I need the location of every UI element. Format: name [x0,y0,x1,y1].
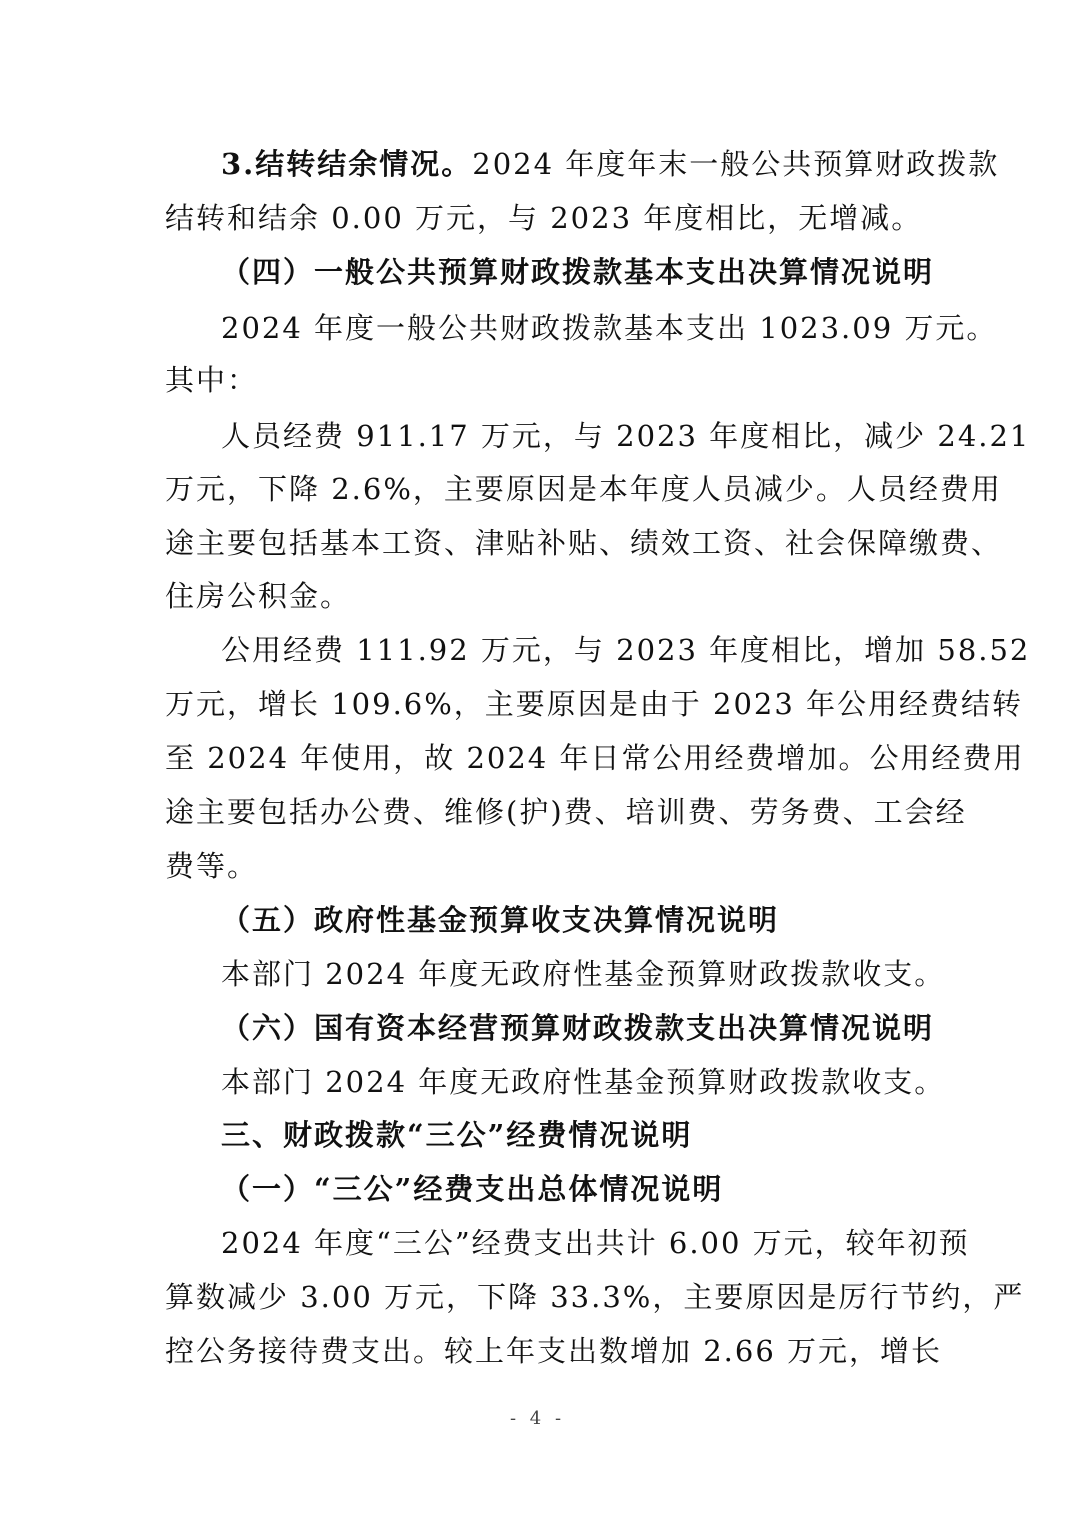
paragraph-government-fund: 本部门 2024 年度无政府性基金预算财政拨款收支。 [221,957,946,991]
section-heading-1: （一）“三公”经费支出总体情况说明 [221,1172,724,1206]
paragraph-personnel-line-1: 人员经费 911.17 万元，与 2023 年度相比，减少 24.21 [221,419,1031,453]
section-heading-4: （四）一般公共预算财政拨款基本支出决算情况说明 [221,255,935,289]
paragraph-three-public-line-3: 控公务接待费支出。较上年支出数增加 2.66 万元，增长 [165,1334,943,1368]
paragraph-public-expense-line-4: 途主要包括办公费、维修(护)费、培训费、劳务费、工会经 [165,795,967,829]
paragraph-personnel-line-2: 万元，下降 2.6%，主要原因是本年度人员减少。人员经费用 [165,472,1002,506]
paragraph-public-expense-line-5: 费等。 [165,849,259,883]
section-heading-6: （六）国有资本经营预算财政拨款支出决算情况说明 [221,1011,935,1045]
paragraph-personnel-line-3: 途主要包括基本工资、津贴补贴、绩效工资、社会保障缴费、 [165,526,1003,560]
paragraph-carryover-line-2: 结转和结余 0.00 万元，与 2023 年度相比，无增减。 [165,201,923,235]
page-number: - 4 - [509,1408,566,1429]
paragraph-carryover-line-1 [221,138,1000,190]
paragraph-state-capital: 本部门 2024 年度无政府性基金预算财政拨款收支。 [221,1065,946,1099]
paragraph-three-public-line-2: 算数减少 3.00 万元，下降 33.3%，主要原因是厉行节约，严 [165,1280,1025,1314]
paragraph-public-expense-line-1: 公用经费 111.92 万元，与 2023 年度相比，增加 58.52 [221,633,1031,667]
paragraph-public-expense-line-2: 万元，增长 109.6%，主要原因是由于 2023 年公用经费结转 [165,687,1024,721]
paragraph-basic-expense-line-1: 2024 年度一般公共财政拨款基本支出 1023.09 万元。 [221,311,998,345]
carryover-lead: 3.结转结余情况。 [221,147,473,181]
carryover-text: 2024 年度年末一般公共预算财政拨款 [472,147,1000,181]
chapter-heading-three: 三、财政拨款“三公”经费情况说明 [221,1118,693,1152]
paragraph-personnel-line-4: 住房公积金。 [165,579,352,613]
paragraph-public-expense-line-3: 至 2024 年使用，故 2024 年日常公用经费增加。公用经费用 [165,741,1025,775]
paragraph-three-public-line-1: 2024 年度“三公”经费支出共计 6.00 万元，较年初预 [221,1226,970,1260]
section-heading-5: （五）政府性基金预算收支决算情况说明 [221,903,780,937]
paragraph-basic-expense-line-2: 其中： [165,363,259,397]
